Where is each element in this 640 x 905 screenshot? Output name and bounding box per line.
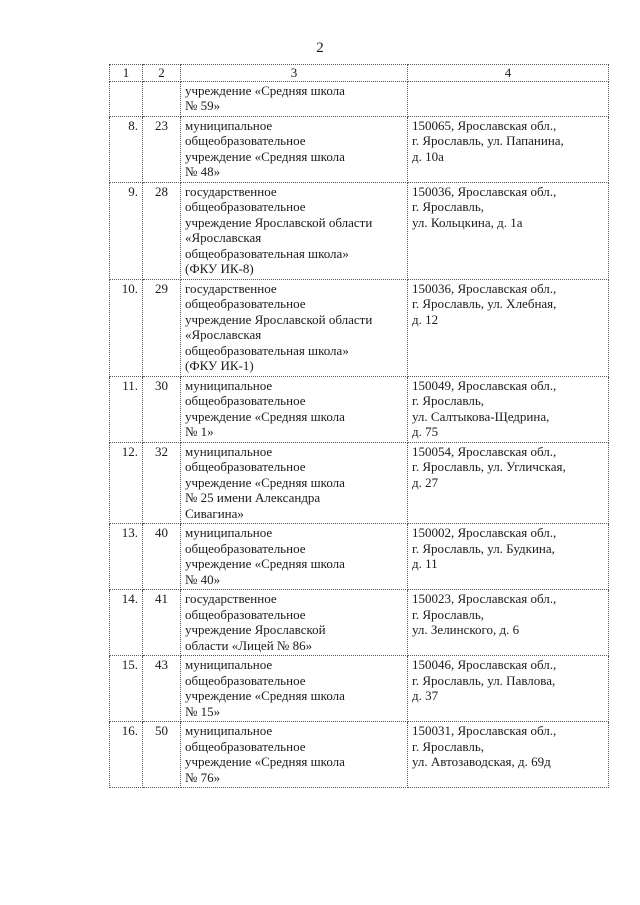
institution-name-line: общеобразовательное (185, 738, 306, 754)
address-line: г. Ярославль, ул. Павлова, (412, 672, 556, 688)
institution-address (408, 524, 609, 590)
table-body (110, 81, 609, 788)
institutions-table (109, 64, 609, 788)
address-line: 150054, Ярославская обл., (412, 443, 557, 459)
address-line: д. 12 (412, 311, 439, 327)
table-row (110, 656, 609, 722)
institution-name-line: учреждение Ярославской (185, 622, 326, 637)
row-number: 10. (110, 279, 143, 376)
table-row (110, 590, 609, 656)
column-header-2: 2 (143, 65, 181, 82)
column-header-4: 4 (408, 65, 609, 82)
address-line: г. Ярославль, (412, 199, 485, 214)
institution-address (408, 376, 609, 442)
address-line: г. Ярославль, ул. Папанина, (412, 133, 564, 148)
institution-name-line: муниципальное (185, 377, 273, 393)
institution-code: 23 (143, 116, 181, 182)
row-number: 15. (110, 656, 143, 722)
institution-name-line: общеобразовательное (185, 540, 306, 556)
institution-name-line: области «Лицей № 86» (185, 637, 313, 653)
institution-name-line: общеобразовательное (185, 199, 306, 214)
row-number: 12. (110, 442, 143, 524)
address-line: ул. Кольцкина, д. 1а (412, 214, 523, 230)
address-line: ул. Салтыкова-Щедрина, (412, 408, 550, 424)
table-row (110, 116, 609, 182)
address-line: 150031, Ярославская обл., (412, 723, 557, 738)
institution-address (408, 722, 609, 788)
institution-code (143, 81, 181, 116)
institution-name-line: «Ярославская (185, 327, 262, 342)
institution-code: 40 (143, 524, 181, 590)
institution-code: 41 (143, 590, 181, 656)
row-number (110, 81, 143, 116)
institution-name (181, 116, 408, 182)
address-line: 150002, Ярославская обл., (412, 525, 557, 540)
institution-address (408, 442, 609, 524)
address-line: ул. Зелинского, д. 6 (412, 622, 520, 637)
institution-name-line: общеобразовательное (185, 393, 306, 408)
institution-code: 28 (143, 182, 181, 279)
institution-name (181, 81, 408, 116)
institution-name (181, 722, 408, 788)
address-line: г. Ярославль, ул. Угличская, (412, 459, 566, 474)
institution-name-line: общеобразовательное (185, 672, 306, 688)
institution-name-line: муниципальное (185, 443, 273, 459)
institution-name-line: № 76» (185, 769, 221, 785)
row-number: 8. (110, 116, 143, 182)
institution-name (181, 524, 408, 590)
institution-code: 30 (143, 376, 181, 442)
institution-name-line: «Ярославская (185, 230, 262, 245)
row-number: 16. (110, 722, 143, 788)
table-row (110, 524, 609, 590)
institution-name-line: Сивагина» (185, 505, 244, 521)
address-line: г. Ярославль, ул. Будкина, (412, 540, 555, 556)
address-line: г. Ярославль, (412, 738, 485, 754)
institution-name-line: общеобразовательное (185, 606, 306, 622)
row-number: 11. (110, 376, 143, 442)
institution-name-line: учреждение «Средняя школа (185, 474, 345, 490)
address-line: 150049, Ярославская обл., (412, 377, 557, 393)
institution-name-line: учреждение Ярославской области (185, 311, 373, 327)
table-row (110, 722, 609, 788)
institution-name-line: государственное (185, 280, 277, 296)
institution-name-line: № 1» (185, 424, 214, 439)
institution-code: 43 (143, 656, 181, 722)
institution-name (181, 182, 408, 279)
institution-address (408, 182, 609, 279)
table-row (110, 376, 609, 442)
institution-name-line: общеобразовательное (185, 459, 306, 474)
header-row (110, 65, 609, 82)
address-line: д. 27 (412, 474, 439, 490)
institution-code: 50 (143, 722, 181, 788)
institution-name-line: государственное (185, 183, 277, 199)
institution-address (408, 279, 609, 376)
address-line: 150065, Ярославская обл., (412, 117, 557, 133)
institution-name-line: муниципальное (185, 657, 273, 672)
institution-address (408, 116, 609, 182)
institution-name-line: общеобразовательная школа» (185, 245, 349, 261)
institution-name-line: учреждение «Средняя школа (185, 754, 345, 769)
institution-name-line: общеобразовательное (185, 133, 306, 148)
institution-name (181, 279, 408, 376)
institution-name-line: муниципальное (185, 117, 273, 133)
address-line: г. Ярославль, (412, 606, 485, 622)
institution-address (408, 590, 609, 656)
institution-name (181, 590, 408, 656)
address-line: г. Ярославль, (412, 393, 485, 408)
column-header-3: 3 (181, 65, 408, 82)
address-line: 150036, Ярославская обл., (412, 183, 557, 199)
institution-code: 32 (143, 442, 181, 524)
institution-name (181, 376, 408, 442)
institution-name (181, 442, 408, 524)
institution-name-line: учреждение Ярославской области (185, 214, 373, 230)
institution-name-line: учреждение «Средняя школа (185, 688, 345, 703)
address-line: ул. Автозаводская, д. 69д (412, 754, 551, 769)
institution-name-line: № 25 имени Александра (185, 490, 321, 505)
address-line: д. 11 (412, 556, 438, 571)
table-row (110, 279, 609, 376)
institution-address (408, 81, 609, 116)
institution-name-line: муниципальное (185, 723, 273, 738)
institution-name-line: муниципальное (185, 525, 273, 540)
institution-name-line: № 40» (185, 571, 221, 587)
institution-address (408, 656, 609, 722)
institution-name (181, 656, 408, 722)
address-line: 150036, Ярославская обл., (412, 280, 557, 296)
institution-name-line: (ФКУ ИК-8) (185, 261, 254, 276)
institution-name-line: № 48» (185, 164, 221, 179)
address-line: 150023, Ярославская обл., (412, 591, 557, 606)
institution-code: 29 (143, 279, 181, 376)
page-number: 2 (316, 40, 324, 56)
address-line: 150046, Ярославская обл., (412, 657, 557, 672)
institution-name-line: (ФКУ ИК-1) (185, 358, 254, 373)
institution-name-line: учреждение «Средняя школа (185, 82, 345, 98)
institution-name-line: № 59» (185, 98, 221, 113)
address-line: д. 10а (412, 148, 444, 164)
row-number: 9. (110, 182, 143, 279)
institution-name-line: учреждение «Средняя школа (185, 556, 345, 571)
address-line: д. 37 (412, 688, 439, 703)
row-number: 13. (110, 524, 143, 590)
row-number: 14. (110, 590, 143, 656)
table-row (110, 182, 609, 279)
address-line: г. Ярославль, ул. Хлебная, (412, 296, 557, 311)
institution-name-line: учреждение «Средняя школа (185, 148, 345, 164)
address-line: д. 75 (412, 424, 439, 439)
table-header (110, 65, 609, 82)
institution-name-line: № 15» (185, 703, 221, 719)
column-header-1: 1 (110, 65, 143, 82)
institution-name-line: государственное (185, 591, 277, 606)
institution-name-line: общеобразовательное (185, 296, 306, 311)
table-row (110, 81, 609, 116)
institution-name-line: общеобразовательная школа» (185, 342, 349, 358)
institution-name-line: учреждение «Средняя школа (185, 408, 345, 424)
table-row (110, 442, 609, 524)
